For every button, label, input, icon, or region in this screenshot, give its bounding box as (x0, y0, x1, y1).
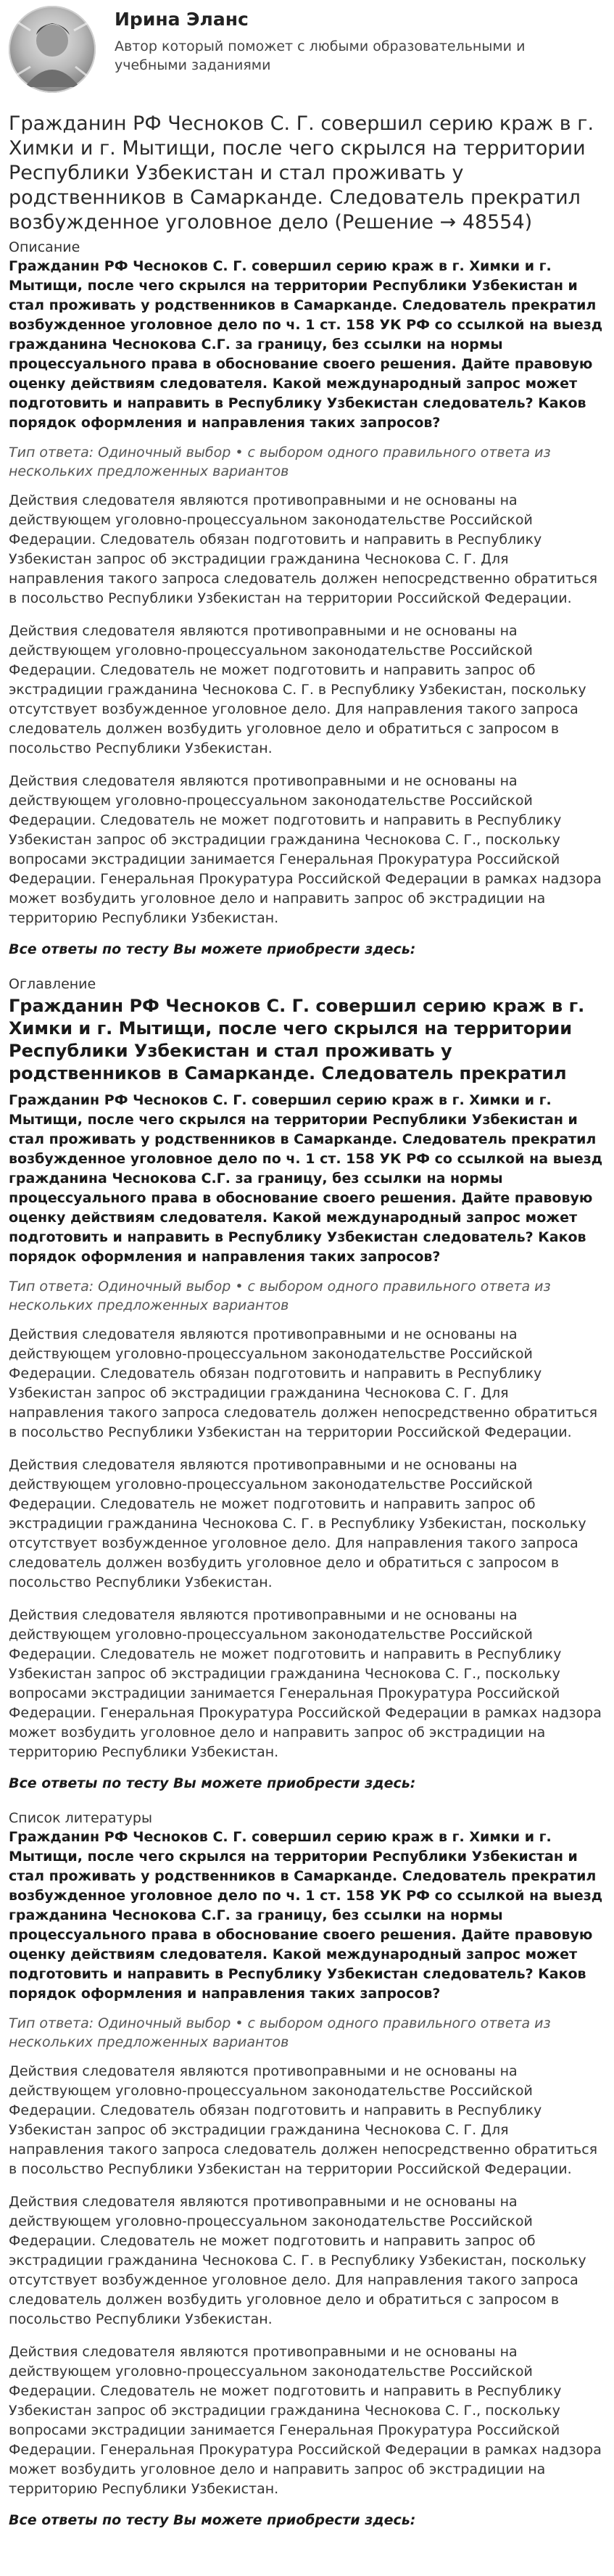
section-heading: Гражданин РФ Чесноков С. Г. совершил серию краж в г. Химки и г. Мытищи, после чего скрылся на территории Республики Узбекистан и стал проживать у родственников в Самарканде. Следователь прекратил (9, 996, 585, 1083)
answer-type: Тип ответа: Одиночный выбор • с выбором одного правильного ответа из нескольких предложенных вариантов (9, 2015, 551, 2050)
answer-option: Действия следователя являются противоправными и не основаны на действующем уголовно-процессуальном законодательстве Российской Федерации. Следователь не может подготовить и направить в Республику Узбекистан запрос об экстрадиции гражданина Чеснокова С. Г., поскольку вопросами экстрадиции занимается Генеральная Прокуратура Российской Федерации. Генеральная Прокуратура Российской Федерации в рамках надзора может возбудить уголовное дело и направить запрос об экстрадиции на территорию Республики Узбекистан. (9, 1607, 602, 1760)
answer-option: Действия следователя являются противоправными и не основаны на действующем уголовно-процессуальном законодательстве Российской Федерации. Следователь не может подготовить и направить в Республику Узбекистан запрос об экстрадиции гражданина Чеснокова С. Г., поскольку вопросами экстрадиции занимается Генеральная Прокуратура Российской Федерации. Генеральная Прокуратура Российской Федерации в рамках надзора может возбудить уголовное дело и направить запрос об экстрадиции на территорию Республики Узбекистан. (9, 773, 602, 926)
question-text: Гражданин РФ Чесноков С. Г. совершил серию краж в г. Химки и г. Мытищи, после чего скрылся на территории Республики Узбекистан и стал проживать у родственников в Самарканде. Следователь прекратил возбужденное уголовное дело по ч. 1 ст. 158 УК РФ со ссылкой на выезд гражданина Чеснокова С.Г. за границу, без ссылки на нормы процессуального права в обоснование своего решения. Дайте правовую оценку действиям следователя. Какой международный запрос может подготовить и направить в Республику Узбекистан следователь? Каков порядок оформления и направления таких запросов? (9, 1092, 603, 1265)
avatar[interactable] (9, 6, 96, 93)
buy-answers-text: Все ответы по тесту Вы можете приобрести здесь: (9, 941, 416, 957)
section-description (9, 239, 605, 957)
section-label: Список литературы (9, 1810, 152, 1826)
section-label: Описание (9, 239, 80, 255)
answer-option: Действия следователя являются противоправными и не основаны на действующем уголовно-процессуальном законодательстве Российской Федерации. Следователь не может подготовить и направить в Республику Узбекистан запрос об экстрадиции гражданина Чеснокова С. Г., поскольку вопросами экстрадиции занимается Генеральная Прокуратура Российской Федерации. Генеральная Прокуратура Российской Федерации в рамках надзора может возбудить уголовное дело и направить запрос об экстрадиции на территорию Республики Узбекистан. (9, 2344, 602, 2497)
section-label: Оглавление (9, 976, 96, 992)
buy-answers-text: Все ответы по тесту Вы можете приобрести здесь: (9, 2512, 416, 2528)
avatar-portrait-icon (9, 6, 96, 93)
answer-option: Действия следователя являются противоправными и не основаны на действующем уголовно-процессуальном законодательстве Российской Федерации. Следователь не может подготовить и направить запрос об экстрадиции гражданина Чеснокова С. Г. в Республику Узбекистан, поскольку отсутствует возбужденное уголовное дело. Для направления такого запроса следователь должен возбудить уголовное дело и обратиться с запросом в посольство Республики Узбекистан. (9, 1457, 586, 1590)
answer-type: Тип ответа: Одиночный выбор • с выбором одного правильного ответа из нескольких предложенных вариантов (9, 1279, 551, 1313)
page-title: Гражданин РФ Чесноков С. Г. совершил серию краж в г. Химки и г. Мытищи, после чего скрылся на территории Республики Узбекистан и стал проживать у родственников в Самарканде. Следователь прекратил возбужденное уголовное дело (Решение → 48554) (9, 112, 594, 234)
section-contents (9, 976, 605, 1791)
author-card (9, 6, 605, 99)
author-name[interactable]: Ирина Эланс (115, 9, 249, 30)
question-text: Гражданин РФ Чесноков С. Г. совершил серию краж в г. Химки и г. Мытищи, после чего скрылся на территории Республики Узбекистан и стал проживать у родственников в Самарканде. Следователь прекратил возбужденное уголовное дело по ч. 1 ст. 158 УК РФ со ссылкой на выезд гражданина Чеснокова С.Г. за границу, без ссылки на нормы процессуального права в обоснование своего решения. Дайте правовую оценку действиям следователя. Какой международный запрос может подготовить и направить в Республику Узбекистан следователь? Каков порядок оформления и направления таких запросов? (9, 258, 603, 431)
answer-type: Тип ответа: Одиночный выбор • с выбором одного правильного ответа из нескольких предложенных вариантов (9, 445, 551, 479)
buy-answers-text: Все ответы по тесту Вы можете приобрести здесь: (9, 1775, 416, 1791)
author-description: Автор который поможет с любыми образовательными и учебными заданиями (115, 38, 526, 73)
section-bibliography (9, 1810, 605, 2528)
author-info (115, 6, 549, 75)
answer-option: Действия следователя являются противоправными и не основаны на действующем уголовно-процессуальном законодательстве Российской Федерации. Следователь обязан подготовить и направить в Республику Узбекистан запрос об экстрадиции гражданина Чеснокова С. Г. Для направления такого запроса следователь должен непосредственно обратиться в посольство Республики Узбекистан на территории Российской Федерации. (9, 2063, 598, 2177)
answer-option: Действия следователя являются противоправными и не основаны на действующем уголовно-процессуальном законодательстве Российской Федерации. Следователь обязан подготовить и направить в Республику Узбекистан запрос об экстрадиции гражданина Чеснокова С. Г. Для направления такого запроса следователь должен непосредственно обратиться в посольство Республики Узбекистан на территории Российской Федерации. (9, 492, 598, 606)
answer-option: Действия следователя являются противоправными и не основаны на действующем уголовно-процессуальном законодательстве Российской Федерации. Следователь не может подготовить и направить запрос об экстрадиции гражданина Чеснокова С. Г. в Республику Узбекистан, поскольку отсутствует возбужденное уголовное дело. Для направления такого запроса следователь должен возбудить уголовное дело и обратиться с запросом в посольство Республики Узбекистан. (9, 623, 586, 756)
question-text: Гражданин РФ Чесноков С. Г. совершил серию краж в г. Химки и г. Мытищи, после чего скрылся на территории Республики Узбекистан и стал проживать у родственников в Самарканде. Следователь прекратил возбужденное уголовное дело по ч. 1 ст. 158 УК РФ со ссылкой на выезд гражданина Чеснокова С.Г. за границу, без ссылки на нормы процессуального права в обоснование своего решения. Дайте правовую оценку действиям следователя. Какой международный запрос может подготовить и направить в Республику Узбекистан следователь? Каков порядок оформления и направления таких запросов? (9, 1829, 603, 2002)
answer-option: Действия следователя являются противоправными и не основаны на действующем уголовно-процессуальном законодательстве Российской Федерации. Следователь не может подготовить и направить запрос об экстрадиции гражданина Чеснокова С. Г. в Республику Узбекистан, поскольку отсутствует возбужденное уголовное дело. Для направления такого запроса следователь должен возбудить уголовное дело и обратиться с запросом в посольство Республики Узбекистан. (9, 2194, 586, 2327)
answer-option: Действия следователя являются противоправными и не основаны на действующем уголовно-процессуальном законодательстве Российской Федерации. Следователь обязан подготовить и направить в Республику Узбекистан запрос об экстрадиции гражданина Чеснокова С. Г. Для направления такого запроса следователь должен непосредственно обратиться в посольство Республики Узбекистан на территории Российской Федерации. (9, 1326, 598, 1440)
